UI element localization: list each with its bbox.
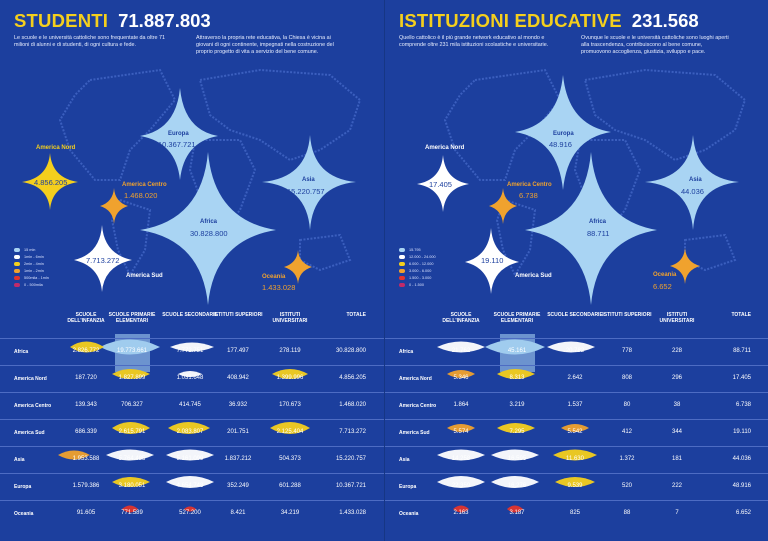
region-value-europa: 10.367.721 — [158, 140, 196, 149]
star-oceania — [284, 250, 312, 284]
students-intro-2: Attraverso la propria rete educativa, la Chiesa è vicina ai giovani di ogni continente, impegnati nella costruzione del proprio progetto di vita a servizio del bene comune. — [196, 35, 334, 55]
table-cell: 4.654.748 — [176, 483, 204, 489]
row-label: Europa — [14, 484, 32, 490]
table-cell: 3.219 — [509, 402, 525, 408]
table-cell: 825 — [569, 510, 580, 516]
table-cell: 21.762 — [451, 348, 471, 354]
table-cell: 414.745 — [179, 402, 201, 408]
table-cell: 36.932 — [228, 402, 248, 408]
table-cell: 2.083.807 — [176, 429, 204, 435]
legend-swatch — [399, 255, 405, 259]
table-row — [385, 365, 768, 392]
table-cell: 808 — [621, 375, 632, 381]
table-cell: 44.036 — [732, 456, 751, 462]
row-label: Oceania — [399, 511, 419, 517]
legend-swatch — [14, 283, 20, 287]
table-cell: 187.720 — [75, 375, 97, 381]
institutions-legend — [399, 246, 436, 288]
institutions-intro-1: Quello cattolico è il più grande network educativo al mondo e comprende oltre 231 mila istituzioni scolastiche e universitarie. — [399, 35, 549, 48]
legend-item: 12.000 - 24.000 — [409, 254, 436, 259]
col-header-totale: TOTALE — [731, 312, 751, 318]
col-header-primarie: SCUOLE PRIMARIE ELEMENTARI — [493, 312, 541, 324]
table-cell: 177.497 — [227, 348, 249, 354]
table-cell: 3.187 — [509, 510, 525, 516]
institutions-header — [399, 10, 699, 32]
table-cell: 686.339 — [75, 429, 97, 435]
table-cell: 1.031.648 — [176, 375, 204, 381]
region-label-oceania: Oceania — [262, 274, 286, 280]
row-label: America Centro — [399, 403, 437, 409]
legend-swatch — [14, 262, 20, 266]
table-cell: 504.373 — [279, 456, 301, 462]
table-cell: 91.605 — [76, 510, 96, 516]
table-cell: 5.574 — [453, 429, 469, 435]
region-value-america-sud: 7.713.272 — [86, 256, 120, 265]
students-title: STUDENTI — [14, 10, 109, 31]
legend-item: 500mila - 1mln — [24, 275, 49, 280]
col-header-secondarie: SCUOLE SECONDARIE — [162, 312, 218, 318]
students-intro-1: Le scuole e le università cattoliche sono frequentate da oltre 71 milioni di alunni e di studenti, di ogni cultura e fede. — [14, 35, 166, 48]
region-label-oceania: Oceania — [653, 272, 677, 278]
legend-item: 2mln - 4mln — [24, 261, 44, 266]
region-label-america-nord: America Nord — [425, 145, 465, 151]
legend-swatch — [399, 262, 405, 266]
table-cell: 1.372 — [619, 456, 635, 462]
table-cell: 5.542 — [567, 429, 583, 435]
table-cell: 34.219 — [280, 510, 300, 516]
table-cell: 5.346 — [453, 375, 469, 381]
table-cell: 38 — [673, 402, 681, 408]
region-label-america-sud: America Sud — [126, 273, 163, 279]
region-label-europa: Europa — [168, 131, 189, 137]
table-row — [0, 419, 384, 446]
row-label: Europa — [399, 484, 417, 490]
col-header-primarie: SCUOLE PRIMARIE ELEMENTARI — [108, 312, 156, 324]
legend-swatch — [14, 255, 20, 259]
region-label-africa: Africa — [589, 219, 607, 225]
region-value-america-nord: 4.856.205 — [34, 178, 68, 187]
row-label: America Centro — [14, 403, 52, 409]
row-label: America Nord — [14, 376, 47, 382]
star-america-centro — [489, 188, 517, 224]
table-row — [0, 338, 384, 365]
legend-item: 0 - 1.500 — [409, 282, 424, 287]
students-legend — [14, 246, 49, 288]
students-table — [0, 308, 384, 541]
row-label: America Sud — [14, 430, 45, 436]
col-header-infanzia: SCUOLE DELL'INFANZIA — [442, 312, 480, 324]
students-total: 71.887.803 — [118, 10, 211, 31]
region-label-america-sud: America Sud — [515, 273, 552, 279]
region-label-america-centro: America Centro — [507, 182, 552, 188]
institutions-title: ISTITUZIONI EDUCATIVE — [399, 10, 622, 31]
table-cell: 170.673 — [279, 402, 301, 408]
table-cell: 2.615.791 — [118, 429, 146, 435]
table-cell: 7.772.751 — [176, 348, 204, 354]
table-cell: 344 — [671, 429, 682, 435]
table-cell: 1.433.028 — [339, 510, 366, 516]
table-row — [0, 365, 384, 392]
table-cell: 278.119 — [279, 348, 301, 354]
table-cell: 6.652 — [735, 510, 751, 516]
row-label: Asia — [14, 457, 25, 463]
legend-swatch — [399, 276, 405, 280]
region-value-america-centro: 1.468.020 — [124, 191, 158, 200]
legend-item: 1mln - 6mln — [24, 254, 44, 259]
region-label-africa: Africa — [200, 219, 218, 225]
table-cell: 601.288 — [279, 483, 301, 489]
table-cell: 2.125.404 — [276, 429, 304, 435]
region-label-asia: Asia — [302, 177, 315, 183]
institutions-total: 231.568 — [631, 10, 699, 31]
table-cell: 8.421 — [230, 510, 246, 516]
table-cell: 1.399.996 — [276, 375, 304, 381]
table-cell: 5.161.099 — [176, 456, 204, 462]
table-cell: 139.343 — [75, 402, 97, 408]
col-header-infanzia: SCUOLE DELL'INFANZIA — [67, 312, 105, 324]
institutions-table — [385, 308, 768, 541]
table-row — [0, 500, 384, 527]
table-cell: 88 — [623, 510, 631, 516]
table-cell: 408.942 — [227, 375, 249, 381]
table-cell: 527.200 — [179, 510, 201, 516]
table-cell: 14.258 — [451, 456, 471, 462]
table-cell: 2.163 — [453, 510, 469, 516]
legend-swatch — [14, 269, 20, 273]
star-oceania — [670, 248, 700, 284]
table-cell: 11.630 — [566, 456, 584, 462]
table-cell: 19.773.661 — [116, 348, 148, 354]
legend-item: 0 - 500mila — [24, 282, 43, 287]
region-value-oceania: 1.433.028 — [262, 283, 296, 292]
table-cell: 296 — [671, 375, 682, 381]
legend-swatch — [399, 283, 405, 287]
table-cell: 228 — [671, 348, 682, 354]
table-row — [385, 338, 768, 365]
table-cell: 771.589 — [121, 510, 143, 516]
table-row — [0, 473, 384, 500]
table-cell: 7.713.272 — [339, 429, 366, 435]
table-cell: 1.837.212 — [224, 456, 252, 462]
region-label-asia: Asia — [689, 177, 702, 183]
table-cell: 19.110 — [733, 429, 751, 435]
legend-item: 15 mln — [24, 247, 36, 252]
region-value-oceania: 6.652 — [653, 282, 672, 291]
region-value-europa: 48.916 — [549, 140, 572, 149]
row-label: America Nord — [399, 376, 432, 382]
legend-item: 1mln - 2mln — [24, 268, 44, 273]
institutions-intro-2: Ovunque le scuole e le università cattoliche sono luoghi aperti alla trascendenza, contribuiscono al bene comune, promuovono accoglienza, giustizia, sviluppo e pace. — [581, 35, 729, 55]
table-cell: 181 — [671, 456, 682, 462]
legend-swatch — [399, 248, 405, 252]
legend-swatch — [399, 269, 405, 273]
table-cell: 17.405 — [732, 375, 751, 381]
region-value-america-sud: 19.110 — [481, 256, 504, 265]
legend-item: 15.795 — [409, 247, 421, 252]
legend-item: 3.000 - 6.000 — [409, 268, 432, 273]
table-cell: 1.953.588 — [72, 456, 100, 462]
table-cell: 6.738 — [735, 402, 751, 408]
table-row — [0, 446, 384, 473]
table-cell: 706.327 — [121, 402, 143, 408]
table-row — [385, 419, 768, 446]
region-value-america-nord: 17.405 — [429, 180, 452, 189]
table-cell: 2.642 — [567, 375, 583, 381]
table-cell: 4.856.205 — [339, 375, 366, 381]
table-cell: 1.537 — [567, 402, 583, 408]
region-label-america-nord: America Nord — [36, 145, 76, 151]
table-cell: 1.579.386 — [72, 483, 100, 489]
table-cell: 88.711 — [733, 348, 751, 354]
table-row — [385, 392, 768, 419]
row-label: Oceania — [14, 511, 34, 517]
row-label: Africa — [399, 349, 414, 355]
table-cell: 20.782 — [565, 348, 585, 354]
legend-swatch — [14, 276, 20, 280]
col-header-totale: TOTALE — [346, 312, 366, 318]
table-cell: 8.313 — [509, 375, 525, 381]
legend-swatch — [14, 248, 20, 252]
students-table-header — [0, 312, 384, 334]
region-value-africa: 30.828.800 — [190, 229, 228, 238]
table-cell: 7.295 — [509, 429, 525, 435]
table-cell: 30.828.800 — [335, 348, 366, 354]
region-value-africa: 88.711 — [587, 229, 610, 238]
table-cell: 15.220.757 — [335, 456, 366, 462]
students-header — [14, 10, 211, 32]
table-cell: 7 — [675, 510, 679, 516]
table-cell: 3.180.051 — [118, 483, 146, 489]
institutions-table-header — [385, 312, 768, 334]
row-label: Africa — [14, 349, 29, 355]
table-cell: 45.161 — [507, 348, 527, 354]
row-label: America Sud — [399, 430, 430, 436]
col-header-superiori: ISTITUTI SUPERIORI — [213, 312, 263, 318]
table-cell: 2.826.772 — [72, 348, 100, 354]
col-header-universitari: ISTITUTI UNIVERSITARI — [659, 312, 695, 324]
col-header-superiori: ISTITUTI SUPERIORI — [602, 312, 652, 318]
table-cell: 1.468.020 — [339, 402, 366, 408]
region-value-america-centro: 6.738 — [519, 191, 538, 200]
region-label-europa: Europa — [553, 131, 574, 137]
table-cell: 10.367.721 — [335, 483, 366, 489]
table-cell: 48.916 — [732, 483, 751, 489]
legend-item: 1.500 - 3.000 — [409, 275, 432, 280]
table-cell: 201.751 — [227, 429, 249, 435]
table-cell: 1.864 — [453, 402, 469, 408]
row-label: Asia — [399, 457, 410, 463]
table-row — [385, 473, 768, 500]
table-cell: 16.595 — [507, 456, 527, 462]
legend-item: 6.000 - 12.000 — [409, 261, 434, 266]
table-cell: 778 — [621, 348, 632, 354]
table-cell: 22.359 — [451, 483, 471, 489]
region-value-asia: 44.036 — [681, 187, 704, 196]
table-cell: 412 — [621, 429, 632, 435]
table-row — [385, 500, 768, 527]
institutions-page — [384, 0, 768, 541]
table-row — [385, 446, 768, 473]
table-cell: 222 — [671, 483, 682, 489]
region-value-asia: 15.220.757 — [287, 187, 325, 196]
table-cell: 5.764.485 — [118, 456, 146, 462]
region-label-america-centro: America Centro — [122, 182, 167, 188]
col-header-secondarie: SCUOLE SECONDARIE — [547, 312, 603, 318]
table-row — [0, 392, 384, 419]
table-cell: 520 — [621, 483, 632, 489]
table-cell: 1.827.899 — [118, 375, 146, 381]
col-header-universitari: ISTITUTI UNIVERSITARI — [272, 312, 308, 324]
table-cell: 80 — [623, 402, 631, 408]
table-cell: 16.276 — [507, 483, 527, 489]
table-cell: 9.539 — [567, 483, 583, 489]
table-cell: 352.249 — [227, 483, 249, 489]
